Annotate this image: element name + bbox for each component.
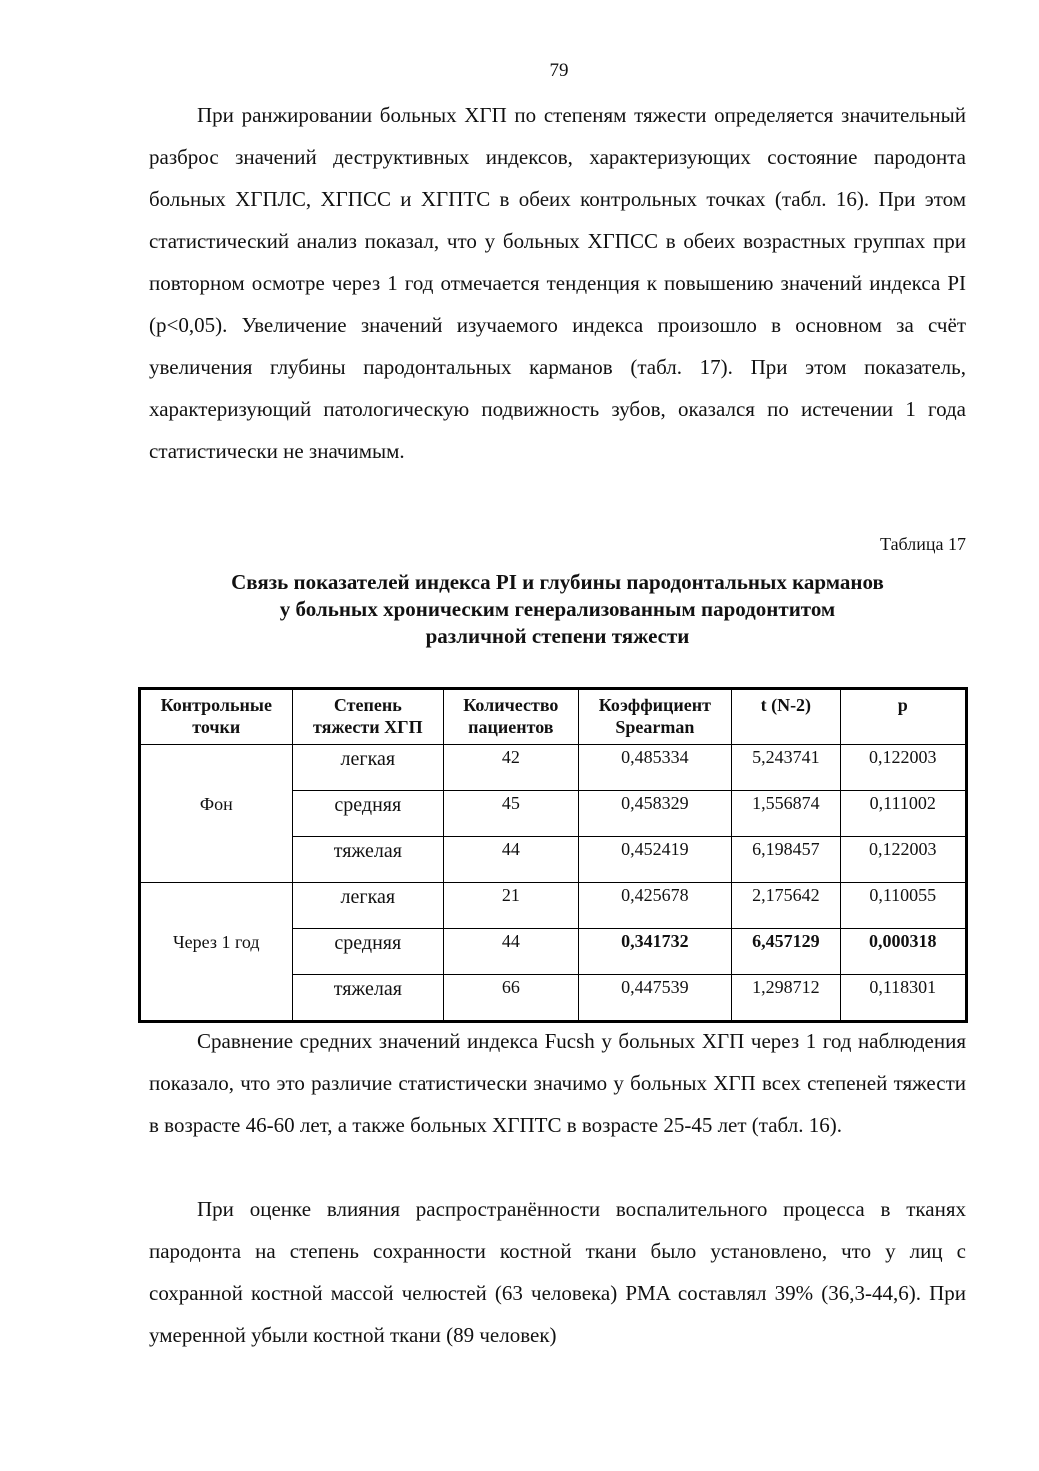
spearman-cell: 0,425678	[578, 883, 732, 929]
page-number: 79	[549, 60, 569, 81]
table-title-line-1: Связь показателей индекса PI и глубины пародонтальных карманов	[231, 570, 884, 594]
spearman-cell: 0,341732	[578, 929, 732, 975]
p-cell: 0,110055	[840, 883, 966, 929]
spearman-cell: 0,447539	[578, 975, 732, 1022]
p-cell: 0,000318	[840, 929, 966, 975]
count-cell: 21	[444, 883, 578, 929]
table-title-line-3: различной степени тяжести	[425, 624, 690, 648]
t-cell: 1,556874	[732, 791, 840, 837]
p-cell: 0,111002	[840, 791, 966, 837]
group-label: Фон	[140, 745, 293, 883]
t-cell: 6,457129	[732, 929, 840, 975]
spearman-cell: 0,458329	[578, 791, 732, 837]
count-cell: 44	[444, 929, 578, 975]
group-label: Через 1 год	[140, 883, 293, 1022]
header-spearman: Коэффициент Spearman	[578, 689, 732, 745]
severity-cell: средняя	[292, 791, 444, 837]
table-row	[140, 883, 967, 929]
header-control-points: Контрольные точки	[140, 689, 293, 745]
t-cell: 1,298712	[732, 975, 840, 1022]
table-row	[140, 745, 967, 791]
table-title	[149, 569, 966, 650]
count-cell: 45	[444, 791, 578, 837]
severity-cell: средняя	[292, 929, 444, 975]
severity-cell: тяжелая	[292, 837, 444, 883]
header-p-value: p	[840, 689, 966, 745]
p-cell: 0,122003	[840, 837, 966, 883]
count-cell: 66	[444, 975, 578, 1022]
paragraph-2: Сравнение средних значений индекса Fucsh у больных ХГП через 1 год наблюдения показало, что это различие статистически значимо у больных ХГП всех степеней тяжести в возрасте 46-60 лет, а также больных ХГПТС в возрасте 25-45 лет (табл. 16).	[149, 1029, 966, 1137]
p-cell: 0,122003	[840, 745, 966, 791]
paragraph-3: При оценке влияния распространённости воспалительного процесса в тканях пародонта на степень сохранности костной ткани было установлено, что у лиц с сохранной костной массой челюстей (63 человека) PMA составлял 39% (36,3-44,6). При умеренной убыли костной ткани (89 человек)	[149, 1197, 966, 1347]
table-header-row	[140, 689, 967, 745]
spearman-cell: 0,452419	[578, 837, 732, 883]
severity-cell: тяжелая	[292, 975, 444, 1022]
header-severity: Степень тяжести ХГП	[292, 689, 444, 745]
header-t-value: t (N-2)	[732, 689, 840, 745]
p-cell: 0,118301	[840, 975, 966, 1022]
severity-cell: легкая	[292, 883, 444, 929]
t-cell: 2,175642	[732, 883, 840, 929]
header-patient-count: Количество пациентов	[444, 689, 578, 745]
table-label: Таблица 17	[880, 534, 966, 554]
paragraph-1: При ранжировании больных ХГП по степеням тяжести определяется значительный разброс значений деструктивных индексов, характеризующих состояние пародонта больных ХГПЛС, ХГПСС и ХГПТС в обеих контрольных точках (табл. 16). При этом статистический анализ показал, что у больных ХГПСС в обеих возрастных группах при повторном осмотре через 1 год отмечается тенденция к повышению значений индекса PI (p<0,05). Увеличение значений изучаемого индекса произошло в основном за счёт увеличения глубины пародонтальных карманов (табл. 17). При этом показатель, характеризующий патологическую подвижность зубов, оказался по истечении 1 года статистически не значимым.	[149, 103, 966, 463]
spearman-cell: 0,485334	[578, 745, 732, 791]
count-cell: 44	[444, 837, 578, 883]
table-title-line-2: у больных хроническим генерализованным пародонтитом	[279, 597, 836, 621]
data-table	[138, 687, 968, 1023]
severity-cell: легкая	[292, 745, 444, 791]
t-cell: 5,243741	[732, 745, 840, 791]
t-cell: 6,198457	[732, 837, 840, 883]
count-cell: 42	[444, 745, 578, 791]
